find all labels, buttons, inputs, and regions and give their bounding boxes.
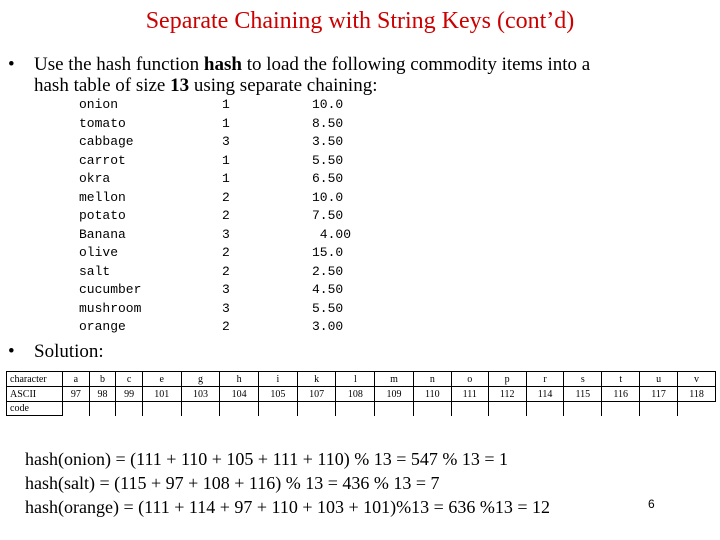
ascii-character-cell: b xyxy=(89,372,116,387)
item-quantity: 2 xyxy=(222,189,230,205)
row-label-character: character xyxy=(7,372,63,387)
bullet-dot: • xyxy=(8,341,15,362)
ascii-spacer-cell xyxy=(375,402,414,416)
ascii-spacer-cell xyxy=(336,402,375,416)
item-name: cucumber xyxy=(79,282,142,297)
ascii-character-cell: v xyxy=(678,372,716,387)
page-number: 6 xyxy=(648,497,655,511)
ascii-character-cell: g xyxy=(181,372,220,387)
ascii-code-cell: 103 xyxy=(181,387,220,402)
ascii-spacer-cell xyxy=(116,402,143,416)
row-label-ascii: ASCII xyxy=(7,387,63,402)
bullet-line-1-pre: Use the hash function xyxy=(34,54,204,75)
item-price: 5.50 xyxy=(312,300,344,316)
ascii-spacer-cell xyxy=(89,402,116,416)
bullet-dot: • xyxy=(8,54,15,75)
ascii-character-cell: l xyxy=(336,372,375,387)
item-quantity: 3 xyxy=(222,282,230,297)
bullet-line-2 xyxy=(34,75,590,96)
hash-calculation-salt: hash(salt) = (115 + 97 + 108 + 116) % 13 = 436 % 13 = 7 xyxy=(25,473,440,493)
ascii-character-cell: k xyxy=(297,372,336,387)
ascii-character-cell: i xyxy=(259,372,298,387)
item-quantity: 3 xyxy=(222,226,230,242)
ascii-code-table xyxy=(6,371,716,416)
item-quantity: 3 xyxy=(222,134,230,149)
bullet-line-2-post: using separate chaining: xyxy=(189,75,378,96)
ascii-code-cell: 99 xyxy=(116,387,143,402)
item-name: carrot xyxy=(79,152,126,168)
ascii-code-cell: 107 xyxy=(297,387,336,402)
item-name: tomato xyxy=(79,115,126,131)
ascii-character-cell: h xyxy=(220,372,259,387)
item-name: cabbage xyxy=(79,134,134,149)
ascii-code-cell: 105 xyxy=(259,387,298,402)
ascii-code-cell: 118 xyxy=(678,387,716,402)
ascii-spacer-cell xyxy=(220,402,259,416)
ascii-code-cell: 114 xyxy=(526,387,564,402)
ascii-code-cell: 117 xyxy=(640,387,678,402)
item-quantity: 2 xyxy=(222,319,230,334)
ascii-code-cell: 115 xyxy=(564,387,602,402)
item-quantity: 1 xyxy=(222,171,230,186)
ascii-spacer-cell xyxy=(678,402,716,416)
item-quantity: 2 xyxy=(222,208,230,223)
ascii-character-cell: n xyxy=(413,372,451,387)
ascii-code-cell: 104 xyxy=(220,387,259,402)
ascii-code-cell: 111 xyxy=(451,387,488,402)
ascii-code-cell: 97 xyxy=(63,387,90,402)
ascii-spacer-cell xyxy=(602,402,640,416)
item-quantity: 1 xyxy=(222,152,230,168)
item-quantity: 2 xyxy=(222,263,230,279)
hash-calculation-onion: hash(onion) = (111 + 110 + 105 + 111 + 110) % 13 = 547 % 13 = 1 xyxy=(25,449,509,469)
ascii-spacer-cell xyxy=(63,402,90,416)
ascii-code-cell: 109 xyxy=(375,387,414,402)
ascii-character-cell: u xyxy=(640,372,678,387)
bullet-line-2-pre: hash table of size xyxy=(34,75,171,96)
ascii-character-cell: r xyxy=(526,372,564,387)
bullet-line-1 xyxy=(34,54,590,75)
item-name: okra xyxy=(79,171,111,186)
ascii-code-cell: 110 xyxy=(413,387,451,402)
ascii-code-cell: 112 xyxy=(488,387,526,402)
ascii-code-cell: 116 xyxy=(602,387,640,402)
ascii-spacer-cell xyxy=(181,402,220,416)
ascii-character-cell: o xyxy=(451,372,488,387)
item-price: 4.00 xyxy=(312,226,352,242)
item-price-column xyxy=(312,96,351,337)
bullet-line-1-post: to load the following commodity items into a xyxy=(241,54,591,75)
item-price: 3.00 xyxy=(312,319,344,334)
ascii-character-cell: t xyxy=(602,372,640,387)
item-quantity-column xyxy=(222,96,230,337)
hash-keyword: hash xyxy=(203,54,242,75)
item-price: 15.0 xyxy=(312,245,344,260)
ascii-spacer-cell xyxy=(413,402,451,416)
ascii-spacer-cell xyxy=(297,402,336,416)
item-quantity: 3 xyxy=(222,300,230,316)
ascii-spacer-cell xyxy=(142,402,181,416)
item-price: 2.50 xyxy=(312,263,344,279)
ascii-spacer-cell xyxy=(564,402,602,416)
item-quantity: 2 xyxy=(222,245,230,260)
solution-label: Solution: xyxy=(34,341,104,362)
item-price: 6.50 xyxy=(312,171,344,186)
ascii-spacer-cell xyxy=(488,402,526,416)
item-price: 3.50 xyxy=(312,134,344,149)
item-name: onion xyxy=(79,97,119,112)
item-name: Banana xyxy=(79,226,126,242)
ascii-character-cell: a xyxy=(63,372,90,387)
item-price: 4.50 xyxy=(312,282,344,297)
item-name: olive xyxy=(79,245,119,260)
row-label-code: code xyxy=(7,402,63,416)
item-name: mellon xyxy=(79,189,126,205)
item-name-column xyxy=(79,96,141,337)
ascii-code-cell: 98 xyxy=(89,387,116,402)
item-price: 8.50 xyxy=(312,115,344,131)
table-size: 13 xyxy=(170,75,190,96)
item-price: 10.0 xyxy=(312,97,344,112)
item-price: 7.50 xyxy=(312,208,344,223)
ascii-code-cell: 101 xyxy=(142,387,181,402)
ascii-spacer-cell xyxy=(526,402,564,416)
ascii-character-cell: c xyxy=(116,372,143,387)
item-name: salt xyxy=(79,263,111,279)
item-price: 5.50 xyxy=(312,152,344,168)
slide-title: Separate Chaining with String Keys (cont’d) xyxy=(145,8,575,34)
item-name: potato xyxy=(79,208,126,223)
ascii-spacer-cell xyxy=(640,402,678,416)
item-name: orange xyxy=(79,319,126,334)
ascii-spacer-cell xyxy=(259,402,298,416)
item-name: mushroom xyxy=(79,300,142,316)
ascii-character-cell: e xyxy=(142,372,181,387)
ascii-character-cell: s xyxy=(564,372,602,387)
item-quantity: 1 xyxy=(222,115,230,131)
item-price: 10.0 xyxy=(312,189,344,205)
item-quantity: 1 xyxy=(222,97,230,112)
ascii-character-cell: p xyxy=(488,372,526,387)
ascii-code-cell: 108 xyxy=(336,387,375,402)
hash-calculation-orange: hash(orange) = (111 + 114 + 97 + 110 + 103 + 101)%13 = 636 %13 = 12 xyxy=(25,497,550,517)
bullet-text xyxy=(34,54,590,96)
ascii-character-cell: m xyxy=(375,372,414,387)
ascii-spacer-cell xyxy=(451,402,488,416)
